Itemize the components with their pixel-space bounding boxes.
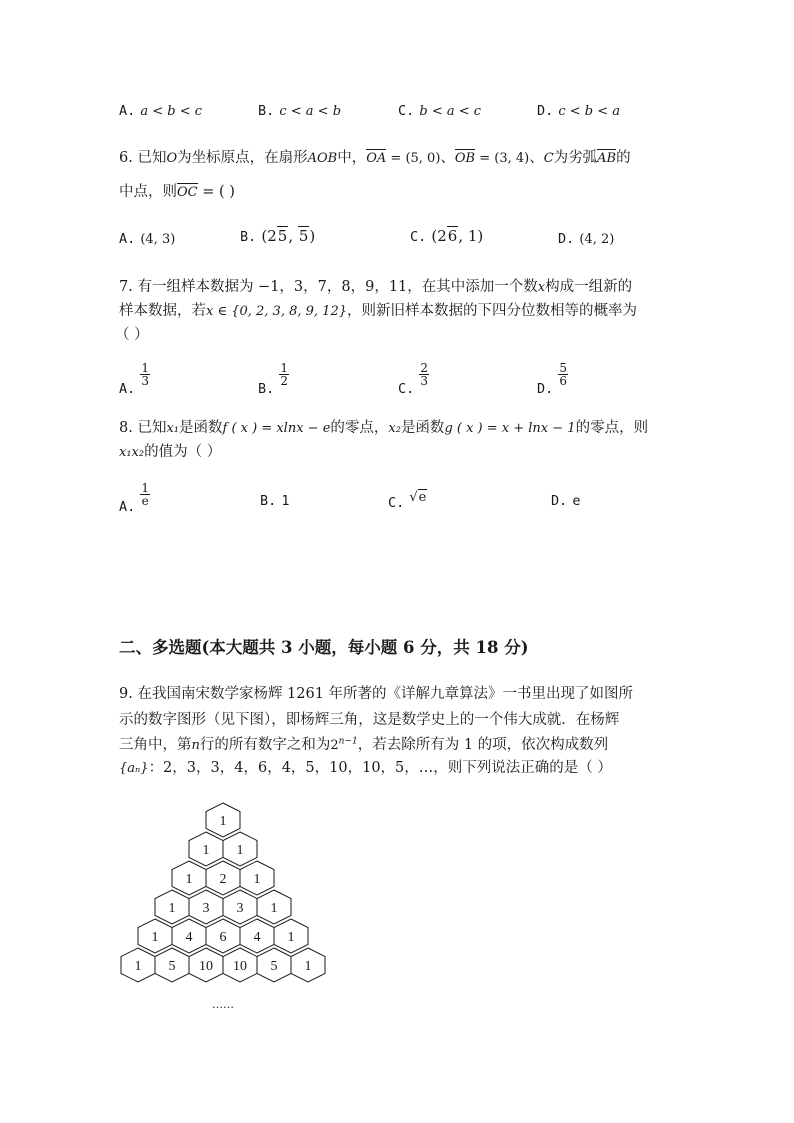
option-math: c < a < b — [279, 104, 342, 119]
hexagon-value: 3 — [236, 901, 244, 916]
sqrt-radicand: 5 — [298, 227, 309, 245]
q9-text: 行的所有数字之和为 — [199, 737, 331, 753]
option-math: (4, 3) — [140, 232, 176, 247]
fraction — [140, 362, 150, 387]
hexagon-value: 2 — [219, 872, 227, 887]
q6-text: 的 — [616, 150, 631, 166]
hexagon-value: 5 — [270, 959, 278, 974]
q9-line1: 9. 在我国南宋数学家杨辉 1261 年所著的《详解九章算法》一书里出现了如图所 — [119, 686, 634, 702]
hexagon-value: 6 — [219, 930, 227, 945]
option-math: (4, 2) — [579, 232, 615, 247]
q8-math: f ( x ) = xlnx − e — [222, 421, 331, 436]
denominator: 3 — [141, 374, 149, 388]
option-label: C. — [398, 381, 415, 397]
denominator: 6 — [559, 374, 567, 388]
option-label: A. — [119, 381, 136, 397]
q7-line3: （ ） — [115, 327, 149, 343]
power-exponent: n−1 — [338, 736, 358, 747]
q6-text: 中点，则 — [119, 184, 177, 200]
sqrt-radicand: e — [418, 490, 427, 505]
fraction — [558, 362, 568, 387]
q7-line2 — [119, 299, 637, 320]
fraction — [140, 482, 150, 507]
q7-text: 7. 有一组样本数据为 −1，3，7，8，9，11，在其中添加一个数 — [119, 279, 538, 295]
q6-text: 、 — [440, 150, 455, 166]
q5-option-b — [258, 100, 341, 119]
option-label: B. — [240, 229, 257, 245]
option-math — [261, 226, 315, 245]
option-label: B. — [258, 103, 275, 119]
q8-text: 8. 已知 — [119, 420, 167, 436]
option-label: C. — [398, 103, 415, 119]
q6-option-c — [410, 226, 483, 245]
q8-math: g ( x ) = x + lnx − 1 — [444, 421, 576, 436]
q6-option-b — [240, 226, 315, 245]
vector-oc: OC — [177, 185, 198, 200]
hexagon-value: 1 — [151, 930, 159, 945]
q8-line1 — [119, 416, 648, 437]
q7-option-a — [119, 362, 150, 397]
q7-line1 — [119, 275, 632, 296]
option-math: √e — [409, 490, 427, 505]
q8-text: 是函数 — [400, 420, 445, 436]
q7-math: x ∈ {0, 2, 3, 8, 9, 12} — [206, 304, 347, 319]
option-label: A. — [119, 231, 136, 247]
q9-text: ，若去除所有为 1 的项，依次构成数列 — [357, 737, 609, 753]
option-label: B. — [260, 493, 277, 509]
vector-oa: OA — [366, 151, 387, 166]
math-part: , 1) — [458, 227, 484, 245]
q5-option-c — [398, 100, 481, 119]
denominator: e — [141, 494, 149, 508]
q9-power — [330, 738, 357, 753]
option-label: D. — [551, 493, 568, 509]
sqrt-radicand: 5 — [277, 227, 288, 245]
hexagon-value: 10 — [233, 959, 247, 974]
math-part: (2 — [431, 227, 447, 245]
q8-option-a — [119, 482, 150, 515]
option-label: D. — [537, 381, 554, 397]
option-value: 1 — [281, 493, 290, 509]
q6-option-a — [119, 228, 175, 247]
denominator: 3 — [420, 374, 428, 388]
sqrt-radicand: 6 — [447, 227, 458, 245]
q7-option-c — [398, 362, 429, 397]
option-math: a < b < c — [140, 104, 203, 119]
numerator: 5 — [559, 361, 567, 375]
q7-text: 构成一组新的 — [545, 279, 633, 295]
power-base: 2 — [330, 738, 339, 753]
option-label: A. — [119, 499, 136, 515]
hexagon-value: 1 — [270, 901, 278, 916]
q9-line4 — [119, 756, 612, 777]
q9-math: {aₙ} — [119, 761, 149, 776]
option-math: c < b < a — [558, 104, 621, 119]
option-label: A. — [119, 103, 136, 119]
q6-option-d — [558, 228, 614, 247]
option-label: D. — [558, 231, 575, 247]
triangle-ellipsis: …… — [212, 998, 234, 1010]
numerator: 1 — [280, 361, 288, 375]
hexagon-value: 1 — [168, 901, 176, 916]
q8-math: x₂ — [388, 421, 401, 436]
q7-text: 样本数据，若 — [119, 303, 206, 319]
math-part: (2 — [261, 227, 277, 245]
hexagon-value: 1 — [202, 843, 210, 858]
hexagon-value: 4 — [253, 930, 261, 945]
q7-text: ，则新旧样本数据的下四分位数相等的概率为 — [346, 303, 637, 319]
q9-line3 — [119, 733, 608, 754]
q8-math: x₁x₂ — [119, 445, 145, 460]
denominator: 2 — [280, 374, 288, 388]
q9-text: 三角中，第 — [119, 737, 192, 753]
hexagon-value: 3 — [202, 901, 210, 916]
math-part: , — [288, 227, 298, 245]
q6-text: 中， — [337, 150, 367, 166]
arc-ab: AB — [597, 151, 617, 166]
hexagon-value: 5 — [168, 959, 176, 974]
hexagon-value: 1 — [253, 872, 261, 887]
option-value: e — [572, 493, 581, 509]
q5-option-d — [537, 100, 620, 119]
q7-option-b — [258, 362, 289, 397]
option-label: C. — [410, 229, 427, 245]
q8-text: 的零点， — [330, 420, 389, 436]
hexagon-value: 4 — [185, 930, 193, 945]
option-label: C. — [388, 495, 405, 511]
hexagon-value: 10 — [199, 959, 213, 974]
q8-option-b — [260, 490, 290, 509]
math-part: ) — [309, 227, 316, 245]
option-math — [431, 226, 483, 245]
q6-line2 — [119, 180, 235, 201]
q6-math: AOB — [307, 151, 338, 166]
option-label: D. — [537, 103, 554, 119]
q6-math: O — [166, 151, 178, 166]
q6-text: 、 — [529, 150, 544, 166]
q8-text: 的零点，则 — [575, 420, 649, 436]
q8-option-d — [551, 490, 581, 509]
option-label: B. — [258, 381, 275, 397]
fraction — [419, 362, 429, 387]
numerator: 2 — [420, 361, 428, 375]
fraction — [279, 362, 289, 387]
hexagon-value: 1 — [236, 843, 244, 858]
hexagon-value: 1 — [185, 872, 193, 887]
yang-hui-triangle — [110, 790, 350, 1010]
hexagon-value: 1 — [134, 959, 142, 974]
q8-line2 — [119, 440, 221, 461]
hexagon-value: 1 — [287, 930, 295, 945]
q5-option-a — [119, 100, 202, 119]
numerator: 1 — [141, 361, 149, 375]
hexagon-value: 1 — [304, 959, 312, 974]
q6-line1 — [119, 146, 631, 167]
q8-option-c — [388, 486, 427, 511]
q6-text: 为劣弧 — [553, 150, 598, 166]
option-math: b < a < c — [419, 104, 482, 119]
numerator: 1 — [141, 481, 149, 495]
q6-text: 6. 已知 — [119, 150, 167, 166]
q6-math: = (3, 4) — [475, 151, 530, 166]
q9-text: ：2，3，3，4，6，4，5，10，10，5，…，则下列说法正确的是（ ） — [148, 760, 612, 776]
q6-text: = ( ) — [197, 184, 235, 200]
q6-math: C — [543, 151, 554, 166]
hexagon-value: 1 — [219, 814, 227, 829]
q6-math: = (5, 0) — [386, 151, 441, 166]
q9-line2: 示的数字图形（见下图），即杨辉三角，这是数学史上的一个伟大成就．在杨辉 — [119, 712, 620, 728]
q8-text: 的值为（ ） — [144, 444, 222, 460]
q8-text: 是函数 — [179, 420, 223, 436]
q7-math: x — [537, 280, 546, 295]
q6-text: 为坐标原点，在扇形 — [177, 150, 308, 166]
q7-option-d — [537, 362, 568, 397]
q9-math: n — [191, 738, 200, 753]
section-heading: 二、多选题(本大题共 3 小题，每小题 6 分，共 18 分) — [119, 638, 529, 657]
vector-ob: OB — [454, 151, 476, 166]
q8-math: x₁ — [166, 421, 179, 436]
